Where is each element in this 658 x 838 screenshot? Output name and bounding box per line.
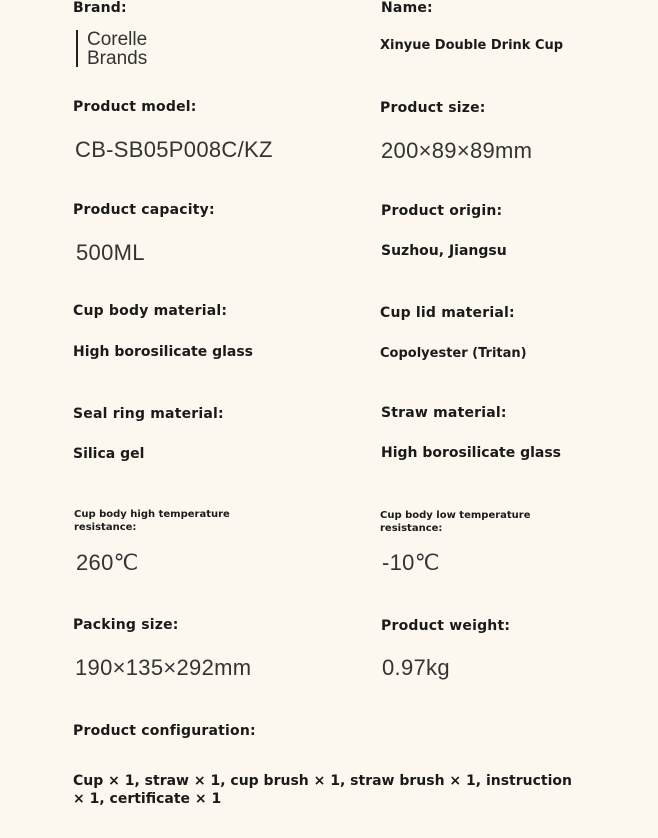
low-temp-value: -10℃ bbox=[382, 550, 440, 575]
model-label: Product model: bbox=[73, 99, 197, 115]
packing-label: Packing size: bbox=[73, 617, 179, 633]
capacity-value: 500ML bbox=[76, 240, 145, 265]
low-temp-label: Cup body low temperature resistance: bbox=[380, 510, 531, 534]
brand-label: Brand: bbox=[73, 0, 127, 16]
size-label: Product size: bbox=[380, 100, 486, 116]
origin-label: Product origin: bbox=[381, 203, 503, 219]
name-label: Name: bbox=[381, 0, 433, 16]
lid-material-value: Copolyester (Tritan) bbox=[380, 346, 527, 361]
straw-material-value: High borosilicate glass bbox=[381, 445, 562, 461]
lid-material-label: Cup lid material: bbox=[380, 305, 515, 321]
capacity-label: Product capacity: bbox=[73, 202, 215, 218]
size-value: 200×89×89mm bbox=[381, 138, 533, 163]
straw-material-label: Straw material: bbox=[381, 405, 507, 421]
configuration-value: Cup × 1, straw × 1, cup brush × 1, straw brush × 1, instruction × 1, certificate × 1 bbox=[73, 773, 572, 807]
model-value: CB-SB05P008C/KZ bbox=[75, 137, 273, 162]
logo-line-2: Brands bbox=[87, 48, 148, 69]
high-temp-label: Cup body high temperature resistance: bbox=[74, 509, 230, 533]
high-temp-value: 260℃ bbox=[76, 550, 139, 575]
seal-material-value: Silica gel bbox=[73, 446, 145, 462]
configuration-label: Product configuration: bbox=[73, 723, 256, 739]
body-material-label: Cup body material: bbox=[73, 303, 228, 319]
origin-value: Suzhou, Jiangsu bbox=[381, 243, 507, 259]
body-material-value: High borosilicate glass bbox=[73, 344, 254, 360]
weight-value: 0.97kg bbox=[382, 655, 450, 680]
name-value: Xinyue Double Drink Cup bbox=[380, 38, 564, 53]
packing-value: 190×135×292mm bbox=[75, 655, 252, 680]
seal-material-label: Seal ring material: bbox=[73, 406, 224, 422]
weight-label: Product weight: bbox=[381, 618, 511, 634]
brand-logo bbox=[76, 30, 147, 67]
logo-line-1: Corelle bbox=[87, 29, 148, 50]
